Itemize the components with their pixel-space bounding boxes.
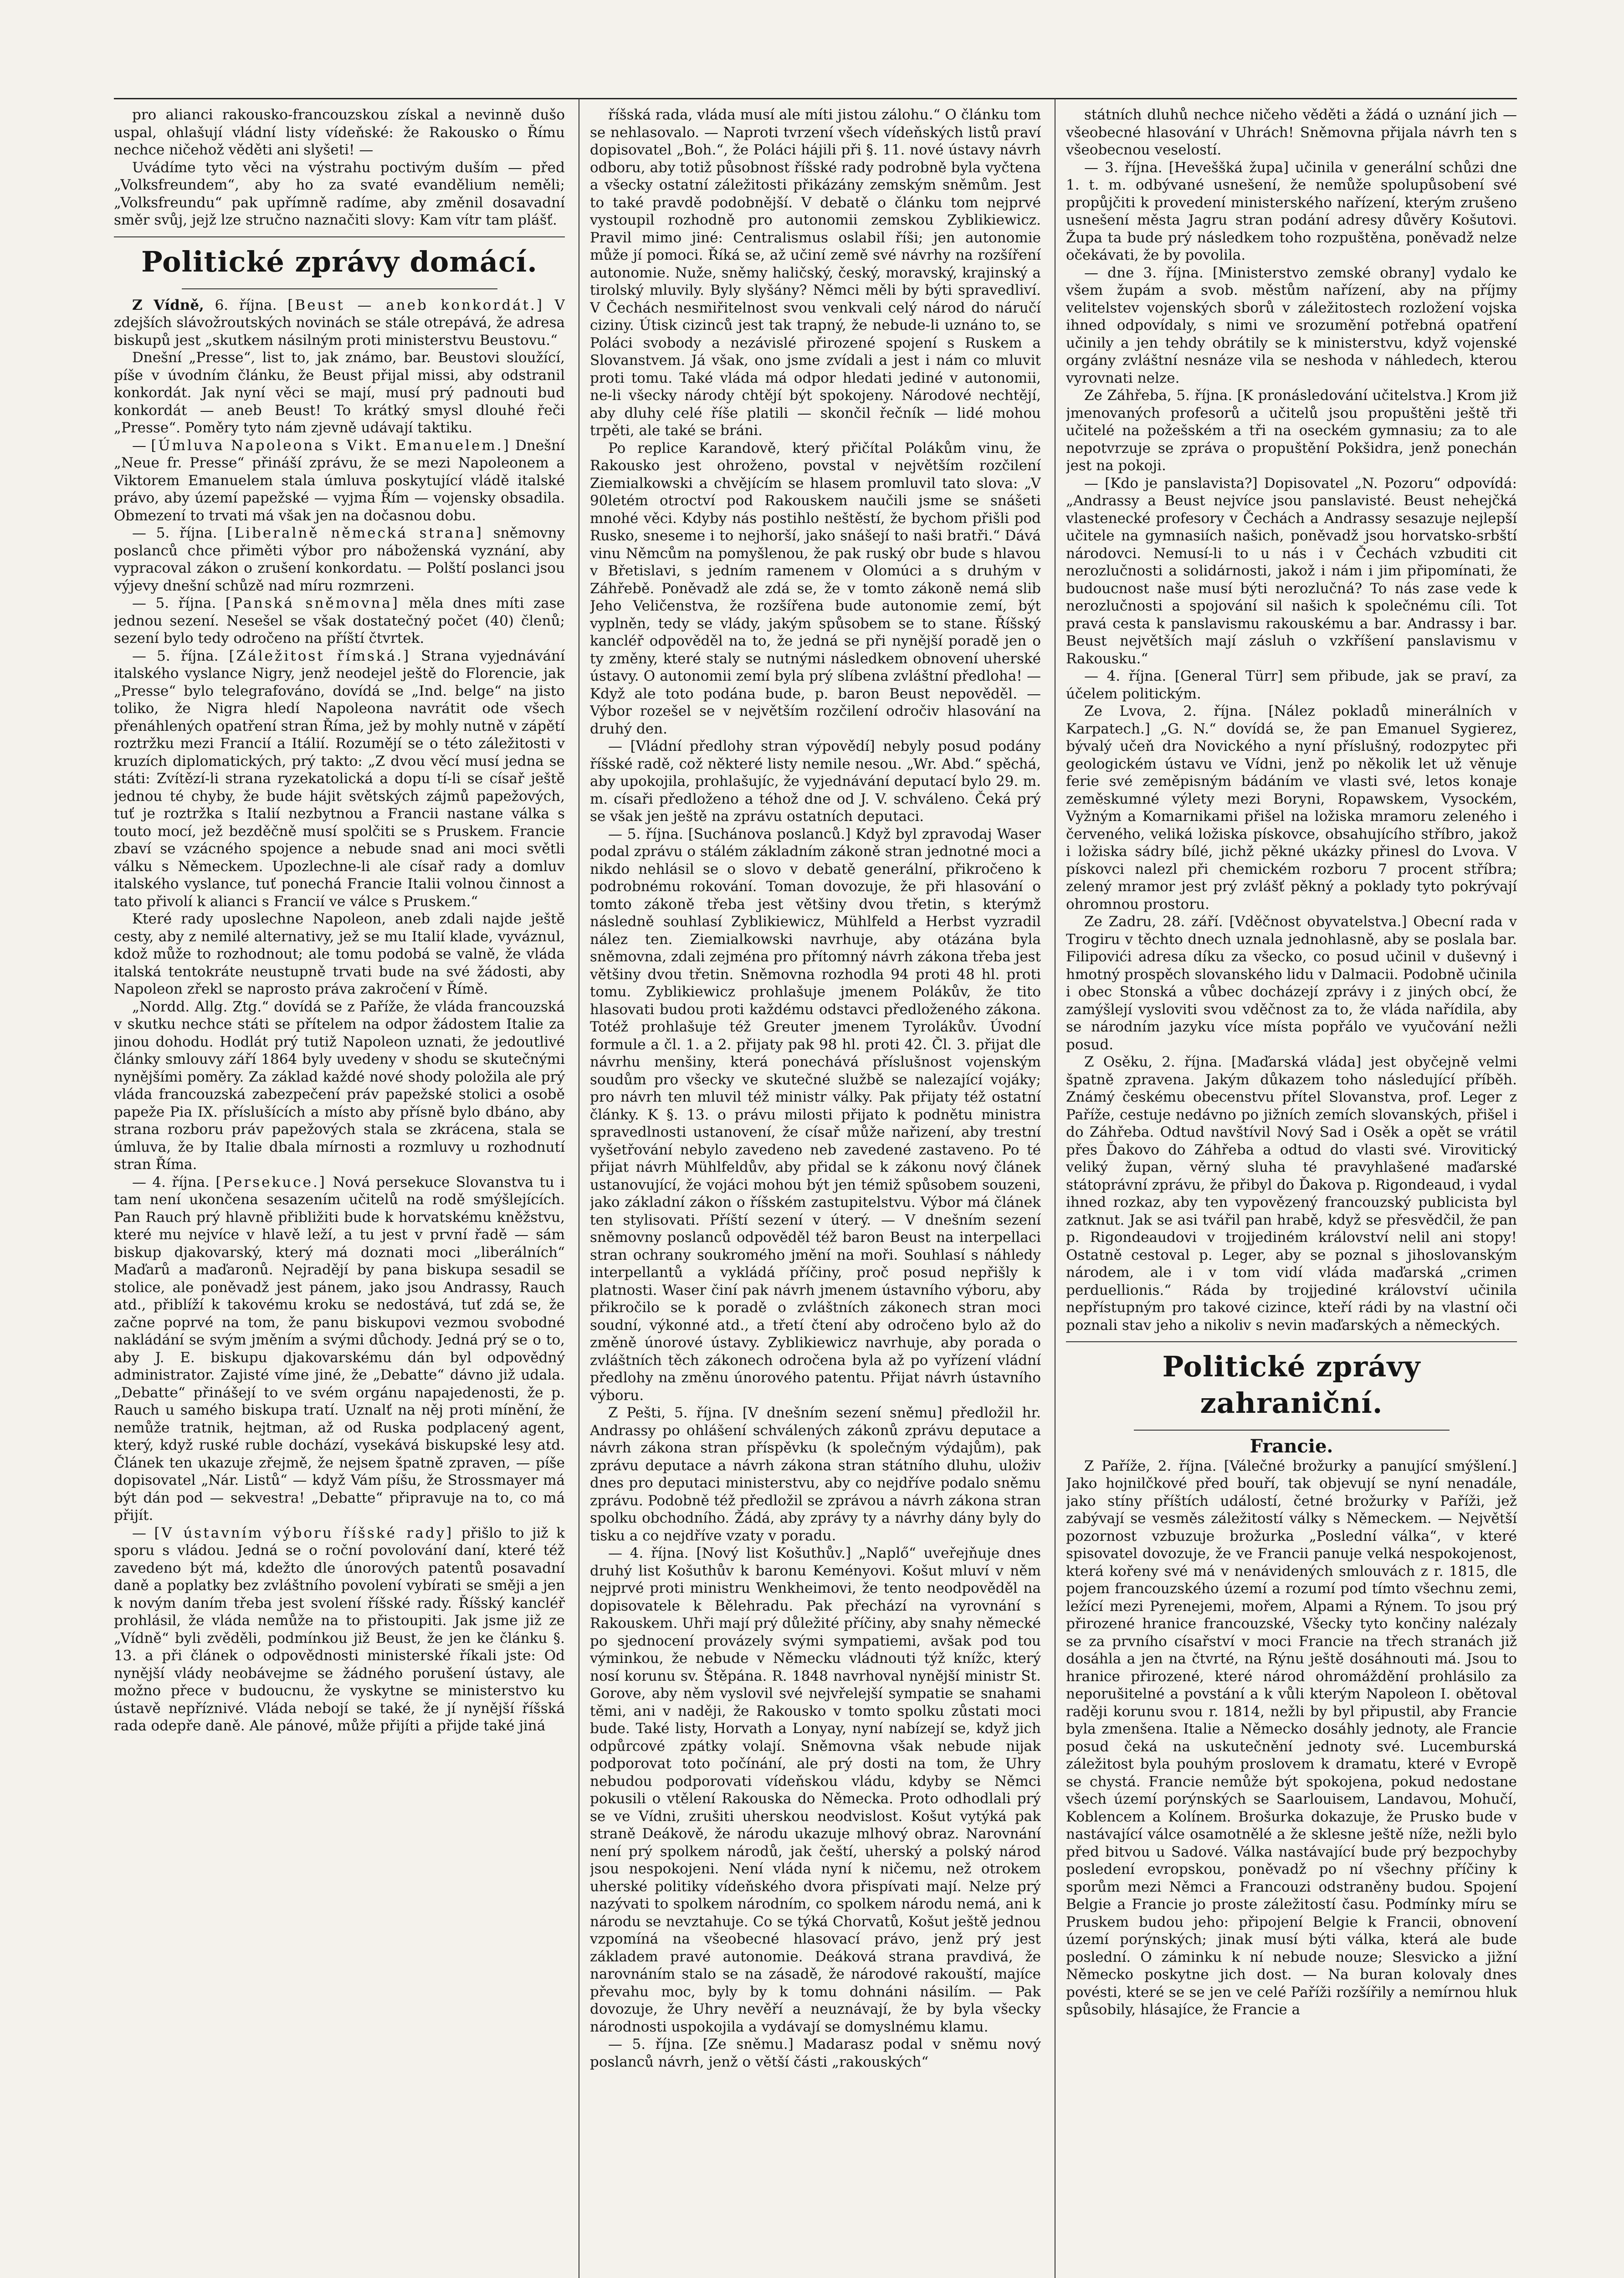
news-item: — 5. října. [Záležitost římská.] Strana vyjednávání italského vyslance Nigry, jenž neodejel ještě do Florencie, jak „Presse“ bylo telegrafováno, dovídá se „Ind. belge“ na jisto toliko, že Nigra hledí Napoleona navrátit ode všech přenáhlených opatření stran Říma, jež by mohly nutně v zápětí roztržku mezi Francií a Itálií. Rozumějí se o této záležitosti v kruzích diplomatických, prý takto: „Z dvou věcí musí jedna se státi: Zvítězí-li strana ryzekatolická a dopu tí-li se císař ještě jednou té chyby, že bude hájit světských zájmů papežových, tuť je roztržka s Italií nezbytnou a Francii nastane válka s touto mocí, jež bezděčně musí spolčiti se s Pruskem. Francie zbaví se vzácného spojence a nebude snad ani moci světli válku s Německem. Upozlechne-li ale císař rady a domluv italského vyslance, tuť ponechá Francie Italii volnou činnost a tato přivolí k alianci s Francií ve válce s Pruskem.“ [114,647,565,910]
title-rule [1134,1430,1450,1431]
news-item: Které rady uposlechne Napoleon, aneb zdali najde ještě cesty, aby z nemilé alternativy, jež se mu Italií klade, vyváznul, kdož může to rozhodnout; ale tomu podobá se valně, že vláda italská tentokráte neustupně trvati bude na své žádosti, aby Napoleon zřekl se naprosto práva zakročení v Římě. [114,911,565,997]
news-paragraph: — [Vládní předlohy stran výpovědí] nebyly posud podány říšské radě, což některé listy nemile nesou. „Wr. Abd.“ spěchá, aby upokojila, prohlašujíc, že vyjednávání deputací bylo 29. m. m. císaři předloženo a téhož dne od J. V. schváleno. Čeká prý se však jen ještě na zprávu ostatních deputaci. [590,738,1041,825]
news-paragraph: říšská rada, vláda musí ale míti jistou zálohu.“ O článku tom se nehlasovalo. — Naproti tvrzení všech vídeňských listů praví dopisovatel „Boh.“, že Poláci hájili při §. 11. nové ústavy návrh odboru, aby totiž působnost říšské rady podrobně byla vyčtena a všecky ostatní záležitosti přikázány zemským sněmům. Jest to také pravdě podobnější. V debatě o článku tom nejprvé vystoupil rozhodně pro autonomii zemskou Zyblikiewicz. Pravil mimo jiné: Centralismus oslabil říši; jen autonomie může jí pomoci. Říká se, až učiní země své návrhy na rozšíření autonomie. Nuže, sněmy haličský, český, moravský, krajinský a tirolský mluvily. Byly slyšány? Němci měli by býti spravedliví. V Čechách nesmiřitelnost svou venkvali celý národ do náručí ciziny. Útisk cizinců jest tak trapný, že nebude-li uznáno to, se Poláci svobody a nezávislé přirozené spojení s Ruskem a Slovanstvem. Já však, ono jsme zvídali a jest i nám co mluvit proti tomu. Také vláda má odpor hledati jediné v autonomii, ne-li všecky národy chtějí být spokojeny. Národové nechtějí, aby dluhy celé říše platili — skončil řečník — lidé mohou trpěti, ale také se bráni. [590,107,1041,439]
news-item: — [Úmluva Napoleona s Vikt. Emanuelem.] Dnešní „Neue fr. Presse“ přináší zprávu, že se mezi Napoleonem a Viktorem Emanuelem stala úmluva poskytující vládě italské právo, aby území papežské — vyjma Řím — vojensky obsadila. Obmezení to trvati má však jen na dočasnou dobu. [114,437,565,524]
news-paragraph: Z Pešti, 5. října. [V dnešním sezení sněmu] předložil hr. Andrassy po ohlášení schválených zákonů zprávu deputace a návrh zákona stran příspěvku (k společným výdajům), pak zprávu deputace a návrh zákona stran státního dluhu, uloživ dnes pro deputaci ministerstvu, aby co nejdříve podalo sněmu zprávu. Podobně též předložil se zprávou a návrh zákona stran spolku obchodního. Žádá, aby zprávy ty a návrhy dány byly do tisku a co nejdříve vzaty v poradu. [590,1405,1041,1544]
news-paragraph: — 4. října. [General Türr] sem přibude, jak se praví, za účelem politickým. [1066,668,1517,702]
news-item: Z Vídně, 6. října. [Beust — aneb konkordát.] V zdejších slávožroutských novinách se stále otrepává, že adresa biskupů jest „skutkem násilným proti ministerstvu Beustovu.“ [114,297,565,349]
news-paragraph: Ze Lvova, 2. října. [Nález pokladů minerálních v Karpatech.] „G. N.“ dovídá se, že pan Emanuel Sygierez, bývalý učeň dra Novického a nyní příslušný, rodozpytec při geologickém ústavu ve Vídni, jenž po několik let už věnuje ferie své zeměpisným bádáním ve vlasti své, letos konaje zeměskumné výlety mezi Boryni, Ropawskem, Vysockém, Vyžným a Komarnikami přišel na ložiska mramoru zeleného i červeného, veliká ložiska pískovce, obsahujícího stříbro, jakož i ložiska sádry bílé, jichž pěkné ukázky přinesl do Lvova. V pískovci nalezl při chemickém rozboru 7 procent stříbra; zelený mramor jest prý zvlášť pěkný a poklady tyto pokrývají ohromnou prostoru. [1066,703,1517,913]
news-paragraph: Z Paříže, 2. října. [Válečné brožurky a panující smýšlení.] Jako hojnilčkové před bouří, tak objevují se nyní nenadále, jako stíny příštích událostí, četné brožurky v Paříži, jež zabývají se vesměs záležitostí války s Německem. — Největší pozornost vzbuzuje brožurka „Poslední válka“, v které spisovatel dovozuje, že ve Francii panuje velká nespokojenost, která kořeny své má v nenávidených smlouvách z r. 1815, dle pojem francouzského území a rozumí pod tímto všechnu zemi, ležící mezi Pyrenejemi, mořem, Alpami a Rýnem. To jsou prý přirozené hranice francouzské, Všecky tyto končiny nalézaly se za prvního císařství v moci Francie na třech stranách již dosáhla a jen na čtvrté, na Rýnu ještě dosáhnouti má. Jsou to hranice přirozené, které národ ohromáždění prohlásilo za neporušitelné a povstání a k vůli kterým Napoleon I. obětoval raději korunu svou r. 1814, nežli by byl připustil, aby Francie byla zmenšena. Italie a Německo dosáhly jednoty, ale Francie posud čeká na uskutečnění jednoty své. Lucemburská záležitost byla pouhým proslovem k dramatu, které v Evropě se chystá. Francie nemůže být spokojena, pokud nedostane všech území porýnských se Saarlouisem, Landavou, Mohučí, Koblencem a Kolínem. Brošurka dokazuje, že Prusko bude v nastávající válce osamotnělé a že sklesne ještě níže, nežli bylo před bitvou u Sadové. Válka nastávající bude prý bezpochyby posledení evropskou, poněvadž po ní všechny příčiny k sporům mezi Němci a Francouzi odstraněny budou. Spojení Belgie a Francie jo proste záležitostí času. Podmínky míru se Pruskem budou jeho: připojení Belgie k Francii, obnovení území porýnských; jinak musí býti válka, která ale bude poslední. O záminku k ní nebude nouze; Slesvicko a jižní Německo poskytne jich dost. — Na buran kolovaly dnes povésti, které se se jen ve celé Paříži rozšířily a nemírnou hluk spůsobily, hlásajíce, že Francie a [1066,1457,1517,2018]
section-rule [1066,1341,1517,1342]
news-item: Dnešní „Presse“, list to, jak známo, bar. Beustovi sloužící, píše v úvodním článku, že Beust přijal missi, aby odstranil konkordát. Jak nyní věci se mají, musí prý padnouti bud konkordát — aneb Beust! To krátký smysl dlouhé řeči „Presse“. Poměry tyto nám zjevně udávají taktiku. [114,349,565,436]
news-item: „Nordd. Allg. Ztg.“ dovídá se z Paříže, že vláda francouzská v skutku nechce státi se přítelem na odpor žádostem Italie za jinou dohodu. Hodlát prý tutiž Napoleon uznati, že jedoutlivé články smlouvy září 1864 byly uvedeny v shodu se skutečnými nynějšími poměry. Za základ každé nové shody položila ale prý vláda francouzská zabezpečení práv papežské stolici a osobě papeže Pia IX. příslušících a místo aby přísně bylo dbáno, aby strana rozboru práv papežových stala se zkrácena, stala se úmluva, že by Italie dbala mírnosti a rozmluvy u rozhodnutí stran Říma. [114,998,565,1173]
section-title-domestic: Politické zprávy domácí. [141,245,538,278]
news-item: — [V ústavním výboru říšské rady] přišlo to již k sporu s vládou. Jedná se o roční povolování daní, které též zavedeno být má, kdežto dle únorových patentů posavadní daně a poplatky bez zvláštního povolení vybírati se směji a jen k novým daním třeba jest svolení říšské rady. Říšský kancléř prohlásil, že vláda nemůže na to přistoupiti. Jak jsme již ze „Vídně“ byli zvěděli, podmínkou již Beust, že jen ke článku §. 13. a při článek o odpovědnosti ministerské říkali jste: Od nynější vlády neobávejme se žádného porušení ústavy, ale možno přece v budoucnu, že vyskytne se ministerstvo ku ústavě nepříznivé. Vláda nebojí se také, že jí nynější říšská rada odepře daně. Ale pánové, může přijíti a přijde také jiná [114,1524,565,1734]
news-paragraph: — 4. října. [Nový list Košuthův.] „Naplő“ uveřejňuje dnes druhý list Košuthův k baronu Keményovi. Košut mluví v něm nejprvé proti ministru Wenkheimovi, že tento neodpověděl na dopisovatele k Bělehradu. Pak přechází na vyrovnání s Rakouskem. Uhři mají prý důležité příčiny, aby snahy německé po sjednocení provázely svými sympatiemi, avšak pod tou výminkou, že nebude v Německu vládnouti týž knížc, který nosí korunu sv. Štěpána. R. 1848 navrhoval nynější ministr St. Gorove, aby něm vyslovil své nejvřelejší sympatie se snahami těmi, ani v naději, že Rakousko v tomto spolku zůstati moci bude. Také listy, Horvath a Lonyay, nyní nabízejí se, když jich odpůrcové zpátky volají. Sněmovna však nebude nijak podporovat toto počínání, ale prý dosti na tom, že Uhry nebudou podporovati vídeňskou vládu, kdyby se Němci pokusili o vtělení Rakouska do Německa. Proto odhodlali prý se ve Vídni, zrušiti uherskou neodvislost. Košut vytýká pak straně Deákově, že národu ukazuje mlhový obraz. Narovnání není prý spolkem národů, jak čeští, uherský a polský národ jsou nespokojeni. Není vláda nyní k ničemu, než otrokem uherské politiky vídeňského dvora přispívati mají. Nelze prý nazývati to spolkem národním, co spolkem národu nemá, ani k národu se nevztahuje. Co se týká Chorvatů, Košut ještě jednou vzpomíná na všeobecné hlasovací právo, jenž prý jest základem pravé autonomie. Deáková strana pravdivá, že narovnáním stalo se na zásadě, že národové rakouští, majíce převahu moc, byly by k tomu dohnáni násilím. — Pak dovozuje, že Uhry nevěří a neuznávají, že by byla všecky národnosti uspokojila a vydávají se domyslnému klamu. [590,1545,1041,2035]
news-paragraph: — 5. října. [Suchánova poslanců.] Když byl zpravodaj Waser podal zprávu o stálém základním zákoně stran jednotné moci a nikdo nehlásil se o slovo v debatě generální, přikročeno k podrobnému rokování. Toman dovozuje, že při hlasování o tomto zákoně třeba jest většiny dvou třetin, s kterýmž následně souhlasí Zyblikiewicz, Mühlfeld a Herbst vyzradil nález ten. Ziemialkowski navrhuje, aby otázána byla sněmovna, zdali zejména pro přítomný návrh zákona třeba jest většiny dvou třetin. Sněmovna rozhodla 94 proti 48 hl. proti tomu. Zyblikiewicz prohlašuje jmenem Polákův, že tito hlasovati budou proti každému odstavci předloženého zákona. Totéž prohlašuje též Greuter jmenem Tyrolákův. Úvodní formule a čl. 1. a 2. přijaty pak 98 hl. proti 42. Čl. 3. přijat dle návrhu menšiny, která ponechává příslušnost vojenským soudům pro všecky ve skutečné službě se nalezající vojáky; pro návrh ten mluvil též ministr války. Pak přijaty též ostatní články. K §. 13. o právu milosti přijato k podnětu ministra spravedlnosti ustanovení, že císař může nařizení, aby trestní vyšetřování nebylo zavedeno neb zavedené zastaveno. Po té přijat návrh Mühlfeldův, aby přidal se k zákonu nový článek ustanovující, že vojáci mohou být jen témiž spůsobem souzeni, jako základní zákon o říšském zastupitelstvu. Výbor má článek ten stylisovati. Příští sezení v úterý. — V dnešním sezení sněmovny poslanců odpověděl též baron Beust na interpellaci stran ochrany soukromého jmění na moři. Souhlasí s náhledy interpellantů a vykládá příčiny, proč posud nepřišly k platnosti. Waser činí pak návrh jmenem ústavního výboru, aby přikročilo se k poradě o zvláštních zákonech stran moci soudní, výkonné atd., a třetí čtení aby odročeno bylo až do změně únorové ústavy. Zyblikiewicz navrhuje, aby porada o zvláštních těch zákonech odročena byla až po vyřízení vládní předlohy na změnu únorového patentu. Přijat návrh ústavního výboru. [590,826,1041,1404]
news-paragraph: Z Osěku, 2. října. [Maďarská vláda] jest obyčejně velmi špatně zpravena. Jakým důkazem toho následující příběh. Známý českému obecenstvu přítel Slovanstva, prof. Leger z Paříže, cestuje nedávno po jižních zemích slovanských, přišel i do Záhřeba. Odtud navštívil Nový Sad i Osěk a opět se vrátil přes Ďakovo do Záhřeba a odtud do vlasti své. Virovitický veliký župan, věrný sluha té pravyhlašené maďarské státoprávní zprávu, že přibyl do Ďakova p. Rigondeaud, i vydal ihned rozkaz, aby ten vypovězený francouzský publicista byl zatknut. Jak se asi tvářil pan hrabě, když se přesvědčil, že pan p. Rigondeaudovi v trojjediném království nelil ani stopy! Ostatně cestoval p. Leger, aby se poznal s jihoslovanským národem, ale i v tom vidí vláda maďarská „crimen perduellionis.“ Ráda by trojjediné království učinila nepřístupným pro takové cizince, kteří rádi by na vlastní oči poznali stav jeho a nikoliv s nevin maďarských a německých. [1066,1054,1517,1334]
news-paragraph: — dne 3. října. [Ministerstvo zemské obrany] vydalo ke všem župám a svob. městům nařízení, aby na příjmy velitelstev vojenských sborů v záležitostech rozložení vojska ihned odpovídaly, s nimi ve srozumění potřebná opatření učinily a jen tehdy obrátily se k ministerstvu, když vojenské orgány zvláštní nesnáze vila se neshoda v náhledech, kterou vyrovnati nelze. [1066,264,1517,386]
news-paragraph: Ze Zadru, 28. září. [Vděčnost obyvatelstva.] Obecní rada v Trogiru v těchto dnech uznala jednohlasně, aby se poslala bar. Filipovići adresa díku za všecko, co posud učinil v duševný i hmotný prospěch slovanského lidu v Dalmacii. Podobně učinila i obec Stonská a vůbec docházejí zprávy i z jiných obcí, že zamýšlejí vysloviti svou vděčnost za to, že vláda nařídila, aby se národním jazyku více místa popřálo ve vyučování nežli posud. [1066,913,1517,1053]
news-paragraph: — 3. října. [Heveššká župa] učinila v generální schůzi dne 1. t. m. odbývané usnešení, že nemůže spolupůsobení své propůjčiti k provedení ministerského nařízení, kterým zrušeno usnešení města Jagru stran podání adresy důvěry Košutovi. Župa ta bude prý následkem toho rozpuštěna, poněvadž nelze očekávati, že by povolila. [1066,159,1517,263]
subsection-title-france: Francie. [1250,1436,1333,1457]
section-title-foreign: Politické zprávy zahraniční. [1162,1350,1421,1420]
news-item: — 5. října. [Panská sněmovna] měla dnes míti zase jednou sezení. Nesešel se však dostatečný počet (40) členů; sezení bylo tedy odročeno na příští čtvrtek. [114,595,565,646]
intro-paragraph: pro alianci rakousko-francouzskou získal a nevinně dušo uspal, ohlašují vládní listy vídeňské: že Rakousko o Římu nechce ničehož věděti ani slyšeti! — [114,107,565,158]
newspaper-page [114,98,1517,2278]
news-paragraph: státních dluhů nechce ničeho věděti a žádá o uznání jich — všeobecné hlasování v Uhrách! Sněmovna přijala návrh ten s všeobecnou veselostí. [1066,107,1517,158]
top-rule [114,98,1517,99]
column-1 [114,106,565,2278]
section-rule [114,236,565,237]
intro-paragraph: Uvádíme tyto věci na výstrahu poctivým duším — před „Volksfreundem“, aby ho za svaté evandělium neměli; „Volksfreundu“ pak upřímně radíme, aby změnil dosavadní směr svůj, jejž lze stručno naznačiti slovy: Kam vítr tam plášť. [114,159,565,228]
news-paragraph: Ze Záhřeba, 5. října. [K pronásledování učitelstva.] Krom již jmenovaných profesorů a učitelů jsou propuštěni ještě tři učitelé na požešském a tři na oseckém gymnasiu; za to ale nepotvrzuje se zpráva o propuštění Pokšidra, jenž ponechán jest na pokoji. [1066,387,1517,474]
news-paragraph: Po replice Karandově, který přičítal Polákům vinu, že Rakousko jest ohroženo, povstal v největším rozčilení Ziemialkowski a chvějícím se hlasem promluvil tato slova: „V 90letém otroctví pod Rakouskem naučili jsme se snášeti mnohé věci. Kdyby nás postihlo neštěstí, že bychom přišli pod Rusko, sneseme i to nejhorší, jako snášejí to naši bratři.“ Dává vinu Němcům na pomyšlenou, že pak ruský obr bude s hlavou v Břetislavi, s jedním ramenem v Olomúci a s druhým v Záhřebě. Poněvadž ale zdá se, že v tomto zákoně nemá slib Jeho Veličenstva, že rozšířena bude autonomie zemí, být vyplněn, tedy se vlády, jakým spůsobem se to stane. Říšský kancléř odpověděl na to, že jedná se při nynější poradě jen o ty změny, které staly se nutnými následkem obnovení uherské ústavy. O autonomii zemí byla prý slíbena zvláštní předloha! — Když ale toto podána bude, p. baron Beust nepověděl. — Výbor rozešel se v největším rozčilení odročiv hlasování na druhý den. [590,440,1041,737]
column-3 [1066,106,1517,2278]
news-item: — 4. října. [Persekuce.] Nová persekuce Slovanstva tu i tam není ukončena sesazením učitelů na rodě smýšlejících. Pan Rauch prý hlavně přibližiti bude k horvatskému kněžstvu, které mu nejvíce v hlavě leží, a tu jest v první řadě — sám biskup djakovarský, který má doznati moci „liberálních“ Maďarů a maďaronů. Nejradějí by pana biskupa sesadil se stolice, ale poněvadž jest pánem, jako jsou Andrassy, Rauch atd., přiblíží k takovému kroku se nedostává, tuť zdá se, že začne poprvé na tom, že panu biskupovi vezmou svobodné nakládání se svým jměním a svými důchody. Jedná prý se o to, aby J. E. biskupu djakovarskému dán byl odpovědný administrator. Zajisté víme jiné, že „Debatte“ dávno již udala. „Debatte“ přinášejí to ve svém orgánu napajedenosti, že p. Rauch u samého biskupa tratí. Uznalť na něj proti mínění, že nemůže tratnik, hejtman, až od Ruska podplacený agent, který, když ruské ruble dochází, vysekává biskupské lesy atd. Článek ten ukazuje zřejmě, že nejsem špatně zpraven, — píše dopisovatel „Nár. Listů“ — když Vám píšu, že Strossmayer má být dán pod — sekvestra! „Debatte“ připravuje na to, co má přijít. [114,1174,565,1524]
news-paragraph: — 5. října. [Ze sněmu.] Madarasz podal v sněmu nový poslanců návrh, jenž o větší části „rakouských“ [590,2036,1041,2070]
column-2 [590,106,1041,2278]
title-rule [182,288,497,289]
news-item: — 5. října. [Liberalně německá strana] sněmovny poslanců chce přiměti výbor pro náboženská vyznání, aby vypracoval zákon o zrušení konkordatu. — Polští poslanci jsou výjevy dnešní schůzě nad míru rozmrzeni. [114,525,565,594]
news-paragraph: — [Kdo je panslavista?] Dopisovatel „N. Pozoru“ odpovídá: „Andrassy a Beust nejvíce jsou panslavisté. Beust nehejčká vlastenecké profesory v Čechách a Andrassy sesazuje nejlepší učitele na gymnasiích našich, poněvadž jsou horvatsko-srbští národovci. Nemusí-li to u nás i v Čechách vzbuditi cit nerozlučnosti a solidárnosti, jakož i nám i jim připomínati, že budoucnost naše musí býti nerozlučná? To nás zase vede k nerozlučnosti a spojování sil našich k společnému cíli. Tot pravá cesta k panslavismu rakouskému a bar. Andrassy i bar. Beust největších mají zásluh o vzkříšení panslavismu v Rakousku.“ [1066,475,1517,667]
